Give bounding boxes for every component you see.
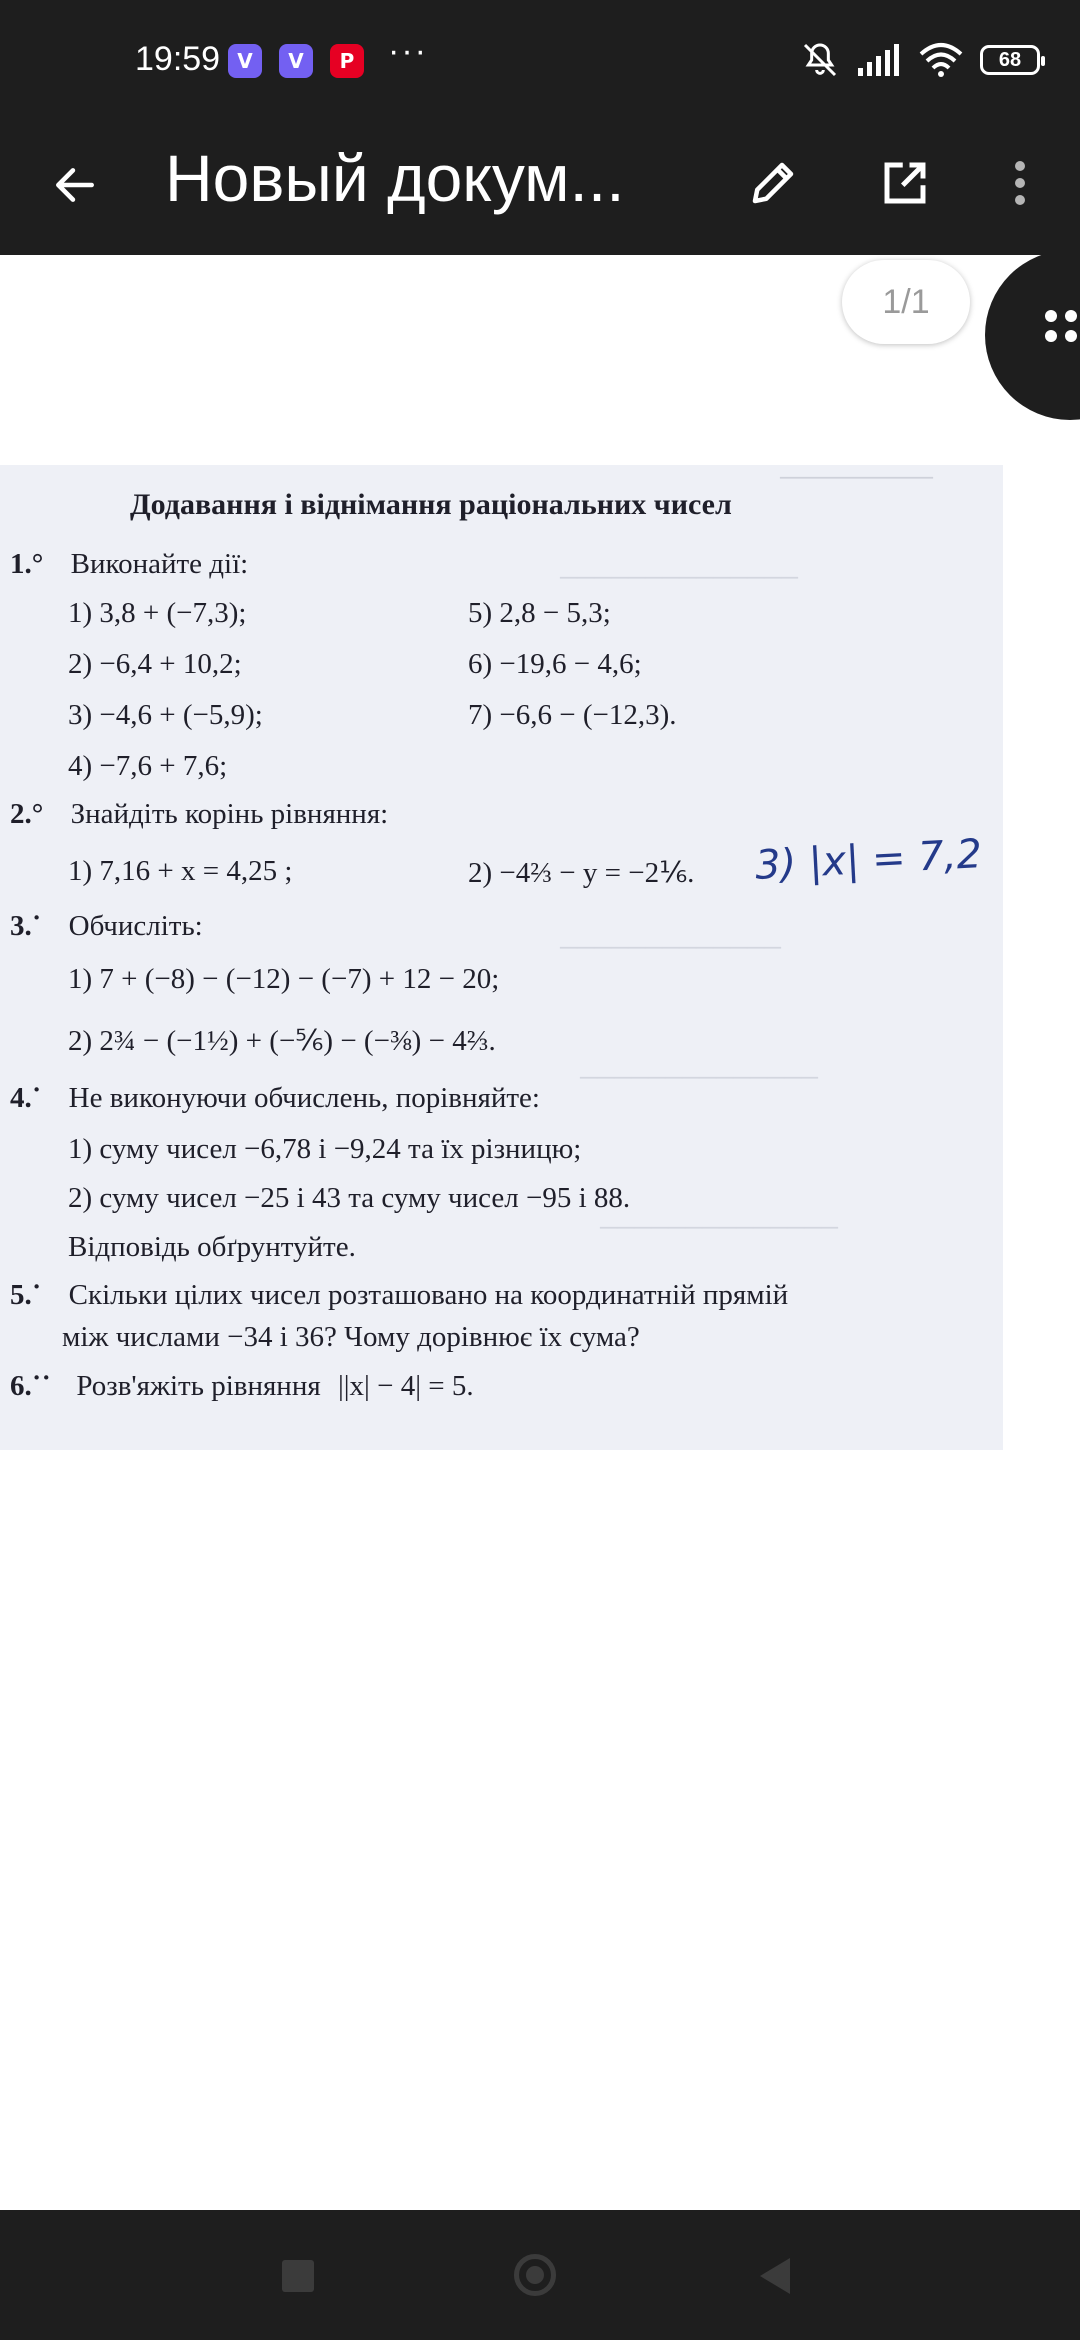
task-1-item: 2) −6,4 + 10,2;	[68, 648, 242, 680]
task-1-item: 1) 3,8 + (−7,3);	[68, 597, 247, 629]
bleed-through: ──────────────	[560, 565, 799, 591]
task-1-item: 7) −6,6 − (−12,3).	[468, 699, 677, 731]
more-vertical-icon	[1012, 158, 1028, 208]
task-1	[10, 548, 248, 581]
worksheet-title: Додавання і віднімання раціональних чисел	[130, 488, 732, 521]
task-number: 5.˙	[10, 1279, 42, 1311]
task-5	[10, 1279, 788, 1312]
scanned-page	[0, 465, 1003, 1450]
battery-level: 68	[998, 48, 1022, 71]
task-1-item: 5) 2,8 − 5,3;	[468, 597, 611, 629]
document-title: Новый докум...	[165, 141, 625, 215]
back-button[interactable]	[40, 150, 110, 220]
bleed-through: ──────────────	[580, 1065, 819, 1091]
task-number: 2.°	[10, 798, 44, 830]
task-text: Розв'яжіть рівняння	[76, 1370, 321, 1402]
task-1-item: 4) −7,6 + 7,6;	[68, 750, 228, 782]
pencil-icon	[746, 156, 800, 210]
page-indicator-text: 1/1	[882, 282, 930, 321]
task-number: 4.˙	[10, 1082, 42, 1114]
task-6	[10, 1370, 474, 1403]
task-text: Знайдіть корінь рівняння:	[70, 798, 389, 830]
status-time: 19:59	[135, 40, 221, 78]
grid-view-button[interactable]	[985, 250, 1080, 420]
task-4	[10, 1082, 540, 1115]
edit-button[interactable]	[738, 148, 808, 218]
task-text: Виконайте дії:	[70, 548, 249, 580]
task-1-item: 6) −19,6 − 4,6;	[468, 648, 642, 680]
task-2-item: 1) 7,16 + x = 4,25 ;	[68, 855, 293, 887]
recents-button[interactable]	[282, 2260, 314, 2292]
page-indicator	[842, 260, 970, 344]
pinterest-icon: P	[330, 44, 364, 78]
status-icons	[800, 38, 1040, 82]
wifi-icon	[918, 42, 964, 78]
document-viewer[interactable]	[0, 255, 1080, 2210]
task-2	[10, 798, 388, 831]
battery-icon	[980, 45, 1040, 75]
viber-icon: V	[279, 44, 313, 78]
navigation-bar	[0, 2210, 1080, 2340]
task-number: 3.˙	[10, 910, 42, 942]
task-5-line-2: між числами −34 і 36? Чому дорівнює їх сума?	[62, 1321, 640, 1353]
app-bar	[0, 110, 1080, 255]
task-text: Скільки цілих чисел розташовано на координатній прямій	[68, 1279, 789, 1311]
task-1-item: 3) −4,6 + (−5,9);	[68, 699, 263, 731]
task-4-item: 2) суму чисел −25 і 43 та суму чисел −95 і 88.	[68, 1182, 631, 1214]
task-number: 1.°	[10, 548, 44, 580]
more-options-button[interactable]	[1000, 148, 1040, 218]
open-in-new-icon	[878, 156, 932, 210]
task-6-equation: ||x| − 4| = 5.	[337, 1370, 474, 1402]
grid-icon	[1045, 310, 1080, 342]
more-notifications-icon: ···	[388, 32, 428, 70]
bleed-through: ─────────	[780, 465, 934, 491]
home-button[interactable]	[514, 2254, 556, 2296]
bleed-through: ─────────────	[560, 935, 782, 961]
task-4-item: 1) суму чисел −6,78 і −9,24 та їх різницю;	[68, 1133, 582, 1165]
task-3	[10, 910, 203, 943]
arrow-left-icon	[50, 160, 100, 210]
nav-back-button[interactable]	[760, 2258, 790, 2294]
task-text: Не виконуючи обчислень, порівняйте:	[68, 1082, 540, 1114]
signal-icon	[856, 42, 902, 78]
task-text: Обчисліть:	[68, 910, 203, 942]
handwritten-note: 3) |x| = 7,2	[753, 831, 984, 889]
task-4-answer: Відповідь обґрунтуйте.	[68, 1231, 356, 1263]
task-3-item: 2) 2¾ − (−1½) + (−⅚) − (−⅜) − 4⅔.	[68, 1025, 496, 1057]
status-bar	[0, 0, 1080, 110]
bleed-through: ──────────────	[600, 1215, 839, 1241]
viber-icon: V	[228, 44, 262, 78]
open-external-button[interactable]	[870, 148, 940, 218]
task-2-item: 2) −4⅔ − y = −2⅙.	[468, 857, 695, 889]
bell-off-icon	[800, 40, 840, 80]
task-number: 6.˙˙	[10, 1370, 52, 1402]
task-3-item: 1) 7 + (−8) − (−12) − (−7) + 12 − 20;	[68, 963, 500, 995]
